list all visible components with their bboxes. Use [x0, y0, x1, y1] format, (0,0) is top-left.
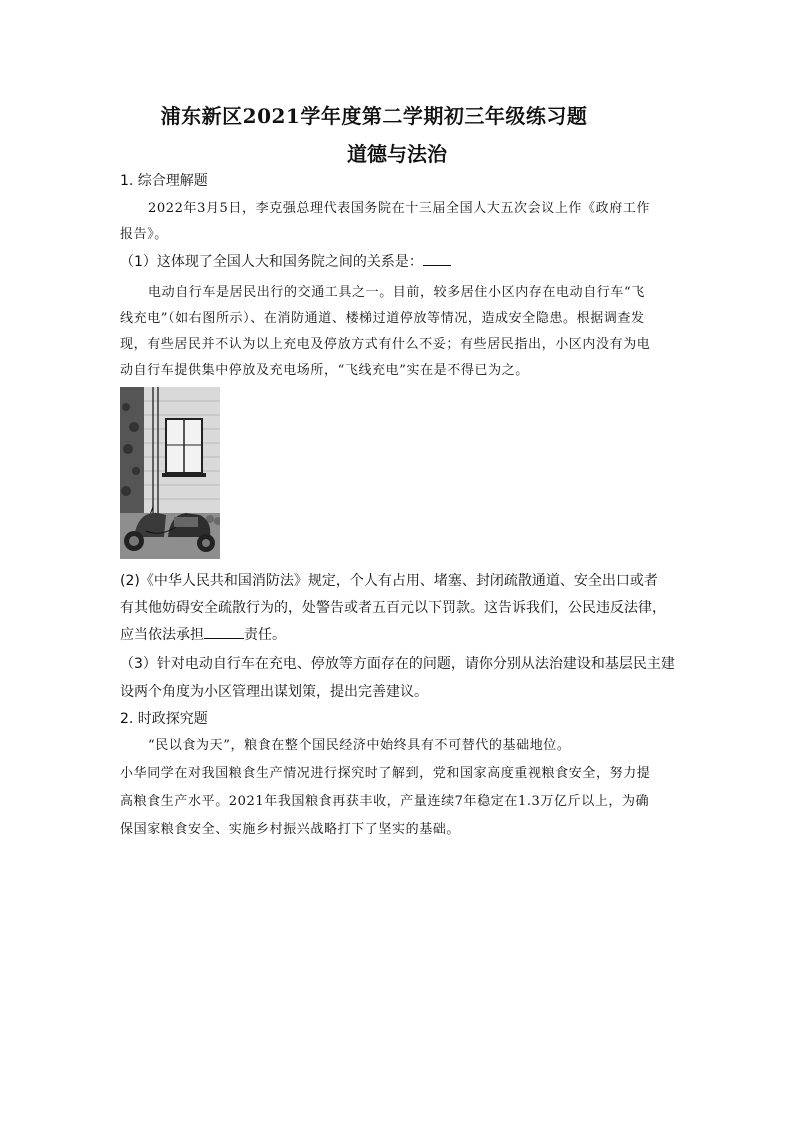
q1-material-line-4: 动自行车提供集中停放及充电场所，“飞线充电”实在是不得已为之。 — [120, 363, 529, 378]
q1-subquestion-1-text: （1）这体现了全国人大和国务院之间的关系是： — [120, 254, 423, 270]
q1-subquestion-3-line-1: （3）针对电动自行车在充电、停放等方面存在的问题，请你分别从法治建设和基层民主建 — [120, 656, 675, 672]
answer-blank-1[interactable] — [423, 253, 451, 266]
q2-line-4: 保国家粮食安全、实施乡村振兴战略打下了坚实的基础。 — [120, 822, 461, 837]
q1-subquestion-2-line-3 — [120, 624, 286, 644]
q2-heading: 2. 时政探究题 — [120, 711, 208, 727]
document-subtitle: 道德与法治 — [347, 142, 447, 166]
q1-material-line-3: 现，有些居民并不认为以上充电及停放方式有什么不妥；有些居民指出，小区内没有为电 — [120, 337, 651, 352]
q2-line-3: 高粮食生产水平。2021年我国粮食再获丰收，产量连续7年稳定在1.3万亿斤以上，为确 — [120, 794, 650, 809]
q1-subquestion-2-line-2: 有其他妨碍安全疏散行为的，处警告或者五百元以下罚款。这告诉我们，公民违反法律， — [120, 600, 666, 616]
answer-blank-2[interactable] — [204, 626, 244, 639]
q1-material-line-2: 线充电”（如右图所示）、在消防通道、楼梯过道停放等情况，造成安全隐患。根据调查发 — [120, 311, 645, 326]
document-title: 浦东新区2021学年度第二学期初三年级练习题 — [160, 104, 588, 128]
q1-intro-line-2: 报告》。 — [120, 227, 168, 242]
q1-subquestion-2-tail: 责任。 — [244, 627, 286, 643]
ebike-charging-illustration — [120, 387, 220, 559]
q1-subquestion-2-line-1: (2)《中华人民共和国消防法》规定，个人有占用、堵塞、封闭疏散通道、安全出口或者 — [120, 573, 658, 589]
q1-subquestion-1 — [120, 251, 451, 271]
q1-material-line-1: 电动自行车是居民出行的交通工具之一。目前，较多居住小区内存在电动自行车“飞 — [148, 285, 645, 300]
q2-line-1: “民以食为天”，粮食在整个国民经济中始终具有不可替代的基础地位。 — [148, 738, 571, 753]
q1-intro-line-1: 2022年3月5日，李克强总理代表国务院在十三届全国人大五次会议上作《政府工作 — [148, 201, 651, 216]
q1-subquestion-3-line-2: 设两个角度为小区管理出谋划策，提出完善建议。 — [120, 684, 428, 700]
q2-line-2: 小华同学在对我国粮食生产情况进行探究时了解到，党和国家高度重视粮食安全，努力提 — [120, 766, 651, 781]
q1-heading: 1. 综合理解题 — [120, 173, 208, 189]
q1-subquestion-2-text: 应当依法承担 — [120, 627, 204, 643]
